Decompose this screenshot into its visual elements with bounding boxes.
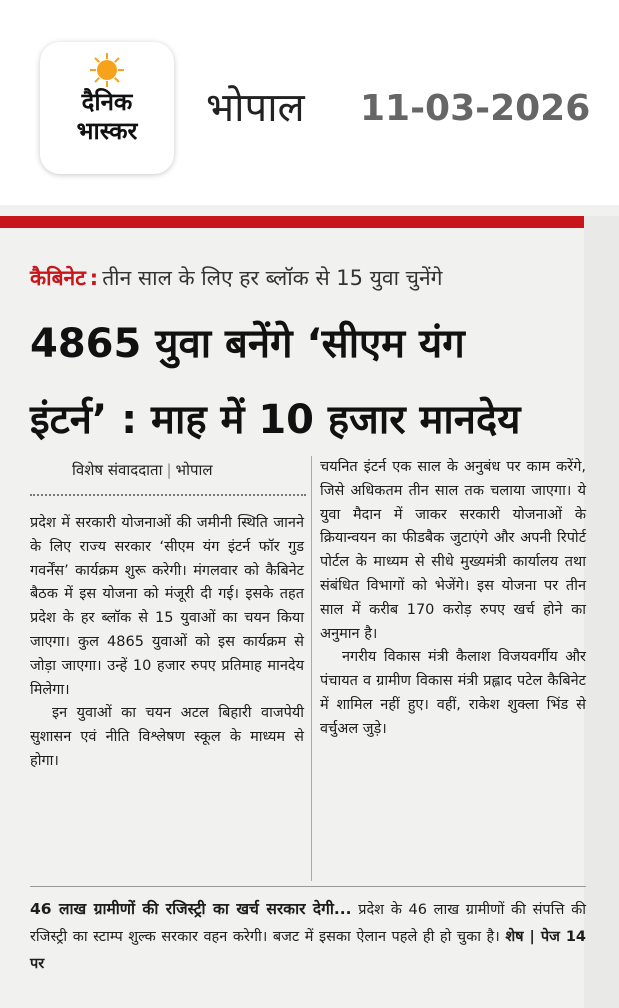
edition-date: 11-03-2026 <box>360 88 591 129</box>
paragraph: नगरीय विकास मंत्री कैलाश विजयवर्गीय और पंचायत व ग्रामीण विकास मंत्री प्रह्लाद पटेल कैबिनेट में शामिल नहीं हुए। वहीं, राकेश शुक्ला भिंड से वर्चुअल जुड़े। <box>320 649 586 737</box>
footer-body: प्रदेश के 46 लाख ग्रामीणों की संपत्ति की रजिस्ट्री का स्टाम्प शुल्क सरकार वहन करेगी। बजट में इसका ऐलान पहले ही हो चुका है। <box>30 902 586 945</box>
byline-separator: | <box>166 461 172 479</box>
article-column-left <box>30 512 304 774</box>
app-header <box>0 0 619 205</box>
kicker-line <box>30 262 590 294</box>
continued-on-page: शेष | पेज 14 पर <box>30 929 587 972</box>
byline-name: विशेष संवाददाता <box>72 461 163 479</box>
byline-place: भोपाल <box>175 461 213 479</box>
edition-city: भोपाल <box>206 85 305 131</box>
footer-lead: 46 लाख ग्रामीणों की रजिस्ट्री का खर्च सरकार देगी... <box>30 900 352 918</box>
column-divider <box>311 456 312 881</box>
headline-line-1: 4865 युवा बनेंगे ‘सीएम यंग <box>30 321 465 367</box>
byline-divider <box>30 494 306 496</box>
logo-text-line1: दैनिक <box>81 88 133 116</box>
kicker-text: तीन साल के लिए हर ब्लॉक से 15 युवा चुनेंगे <box>102 266 443 290</box>
logo-text-line2: भास्कर <box>76 117 138 145</box>
kicker-tag: कैबिनेट <box>30 266 86 290</box>
sun-icon <box>89 52 125 88</box>
paragraph: चयनित इंटर्न एक साल के अनुबंध पर काम करेंगे, जिसे अधिकतम तीन साल तक चलाया जाएगा। ये युवा मैदान में जाकर सरकारी योजनाओं के क्रियान्वयन का फीडबैक जुटाएंगे और अपनी रिपोर्ट पोर्टल के माध्यम से सीधे मुख्यमंत्री कार्यालय तथा संबंधित विभागों को भेजेंगे। इस योजना पर तीन साल में करीब 170 करोड़ रुपए खर्च होने का अनुमान है। <box>320 459 586 642</box>
kicker-separator: : <box>89 266 99 290</box>
red-rule <box>0 216 584 228</box>
article-column-right <box>320 456 586 742</box>
footer-brief <box>30 896 586 978</box>
paragraph: प्रदेश में सरकारी योजनाओं की जमीनी स्थिति जानने के लिए राज्य सरकार ‘सीएम यंग इंटर्न फॉर गुड गवर्नेंस’ कार्यक्रम शुरू करेगी। मंगलवार को कैबिनेट बैठक में इस योजना को मंजूरी दी गई। इसके तहत प्रदेश के हर ब्लॉक से 15 युवाओं का चयन किया जाएगा। कुल 4865 युवाओं को इस कार्यक्रम से जोड़ा जाएगा। उन्हें 10 हजार रुपए प्रतिमाह मानदेय मिलेगा। <box>30 515 304 698</box>
paragraph: इन युवाओं का चयन अटल बिहारी वाजपेयी सुशासन एवं नीति विश्लेषण स्कूल के माध्यम से होगा। <box>30 705 304 769</box>
dainik-bhaskar-logo[interactable] <box>40 42 174 174</box>
footer-divider <box>30 886 586 887</box>
headline-line-2: इंटर्न’ : माह में 10 हजार मानदेय <box>30 397 521 443</box>
byline <box>72 458 213 482</box>
